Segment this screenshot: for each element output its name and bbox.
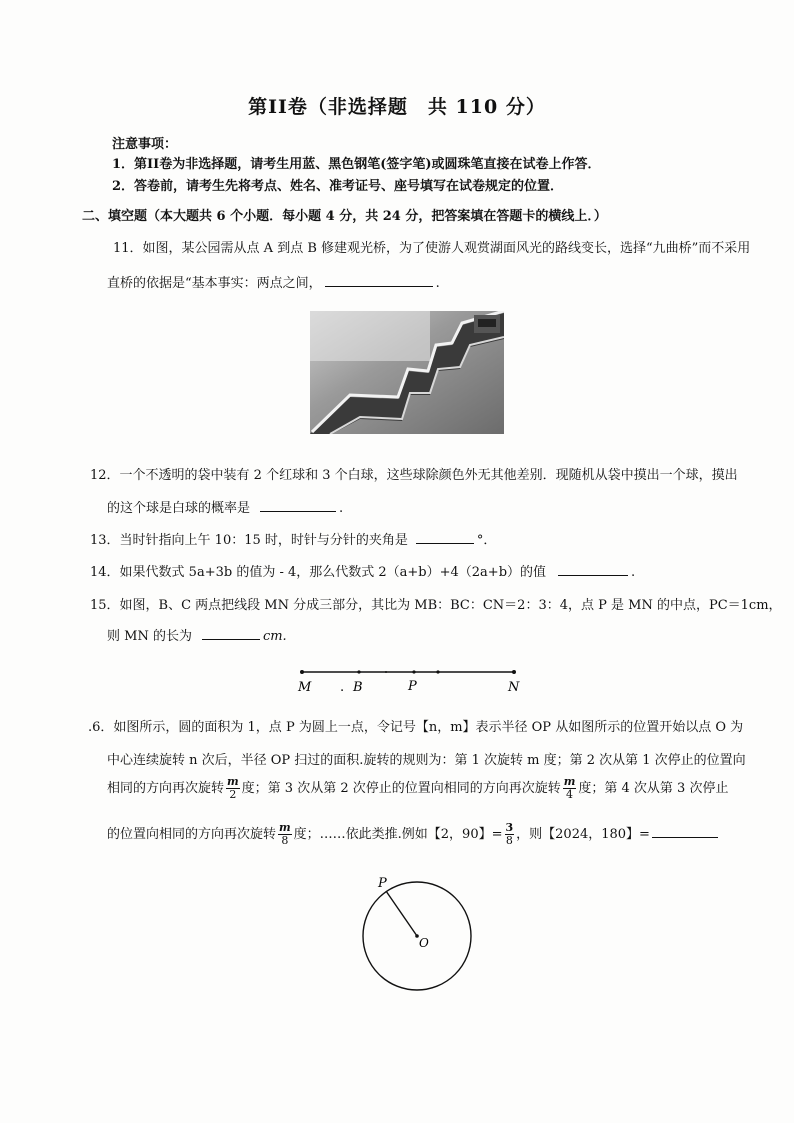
point-b bbox=[357, 670, 360, 673]
q14-line: 14．如果代数式 5a+3b 的值为 - 4，那么代数式 2（a+b）+4（2a+b）的值 . bbox=[90, 565, 636, 580]
label-o: O bbox=[419, 936, 429, 950]
q12-answer-blank[interactable] bbox=[260, 499, 336, 512]
label-p: P bbox=[378, 876, 387, 891]
segment-diagram bbox=[290, 660, 530, 696]
point-m bbox=[300, 670, 304, 674]
notice-item-1: 1．第II卷为非选择题，请考生用蓝、黑色钢笔(签字笔)或圆珠笔直接在试卷上作答． bbox=[112, 157, 601, 172]
section-heading: 二、填空题（本大题共 6 个小题．每小题 4 分，共 24 分，把答案填在答题卡的横线上．） bbox=[82, 209, 607, 224]
label-p: P bbox=[408, 679, 417, 694]
radius-op bbox=[386, 891, 417, 936]
fraction-m-over-8: $\frac{m}{8}$ bbox=[279, 821, 291, 847]
point-c bbox=[436, 670, 439, 673]
notice-heading: 注意事项： bbox=[112, 137, 178, 152]
circle-diagram bbox=[360, 868, 480, 994]
notice-item-2: 2．答卷前，请考生先将考点、姓名、准考证号、座号填写在试卷规定的位置． bbox=[112, 179, 564, 194]
svg-text:.: . bbox=[340, 680, 345, 695]
point-p bbox=[412, 670, 415, 673]
q14-answer-blank[interactable] bbox=[558, 563, 628, 576]
fraction-m-over-4: $\frac{m}{4}$ bbox=[563, 775, 576, 801]
q15-line2: 则 MN 的长为 cm. bbox=[107, 629, 287, 644]
q16-line1: .6．如图所示，圆的面积为 1，点 P 为圆上一点，令记号【n，m】表示半径 OP 从如图所示的位置开始以点 O 为 bbox=[88, 720, 744, 735]
q11-line2: 直桥的依据是“基本事实：两点之间， . bbox=[107, 276, 440, 291]
q16-line3: 相同的方向再次旋转 $\frac{m}{2}$ 度；第 3 次从第 2 次停止的位置向相同的方向再次旋转 $\frac{m}{4}$ 度；第 4 次从第 3 次停止 bbox=[107, 775, 729, 801]
point-n bbox=[512, 670, 516, 674]
q11-answer-blank[interactable] bbox=[325, 274, 433, 287]
q16-answer-blank[interactable] bbox=[652, 825, 718, 838]
q13-answer-blank[interactable] bbox=[416, 531, 474, 544]
label-b: B bbox=[353, 680, 363, 695]
q16-line4: 的位置向相同的方向再次旋转 $\frac{m}{8}$ 度；……依此类推.例如【2，90】= $\frac{3}{8}$ ，则【2024，180】= bbox=[107, 822, 721, 847]
label-n: N bbox=[508, 680, 520, 695]
q15-line1: 15．如图，B、C 两点把线段 MN 分成三部分，其比为 MB：BC：CN＝2：3：4，点 P 是 MN 的中点，PC＝1cm， bbox=[90, 598, 782, 613]
q12-line1: 12．一个不透明的袋中装有 2 个红球和 3 个白球，这些球除颜色外无其他差别．现随机从袋中摸出一个球，摸出 bbox=[90, 468, 738, 483]
q11-text: 直桥的依据是“基本事实：两点之间， bbox=[107, 276, 322, 291]
label-m: M bbox=[298, 680, 312, 695]
q13-line: 13．当时针指向上午 10：15 时，时针与分针的夹角是 °． bbox=[90, 533, 497, 548]
q16-line2: 中心连续旋转 n 次后，半径 OP 扫过的面积.旋转的规则为：第 1 次旋转 m 度；第 2 次从第 1 次停止的位置向 bbox=[107, 753, 746, 768]
q11-line1: 11．如图，某公园需从点 A 到点 B 修建观光桥，为了使游人观赏湖面风光的路线变长，选择“九曲桥”而不采用 bbox=[113, 241, 751, 256]
page-title: 第II卷（非选择题 共 110 分） bbox=[248, 96, 546, 118]
bridge-photo bbox=[310, 311, 504, 434]
q15-answer-blank[interactable] bbox=[202, 627, 260, 640]
fraction-m-over-2: $\frac{m}{2}$ bbox=[227, 775, 239, 801]
fraction-3-over-8: $\frac{3}{8}$ bbox=[505, 821, 514, 847]
q12-line2: 的这个球是白球的概率是 . bbox=[107, 501, 344, 516]
